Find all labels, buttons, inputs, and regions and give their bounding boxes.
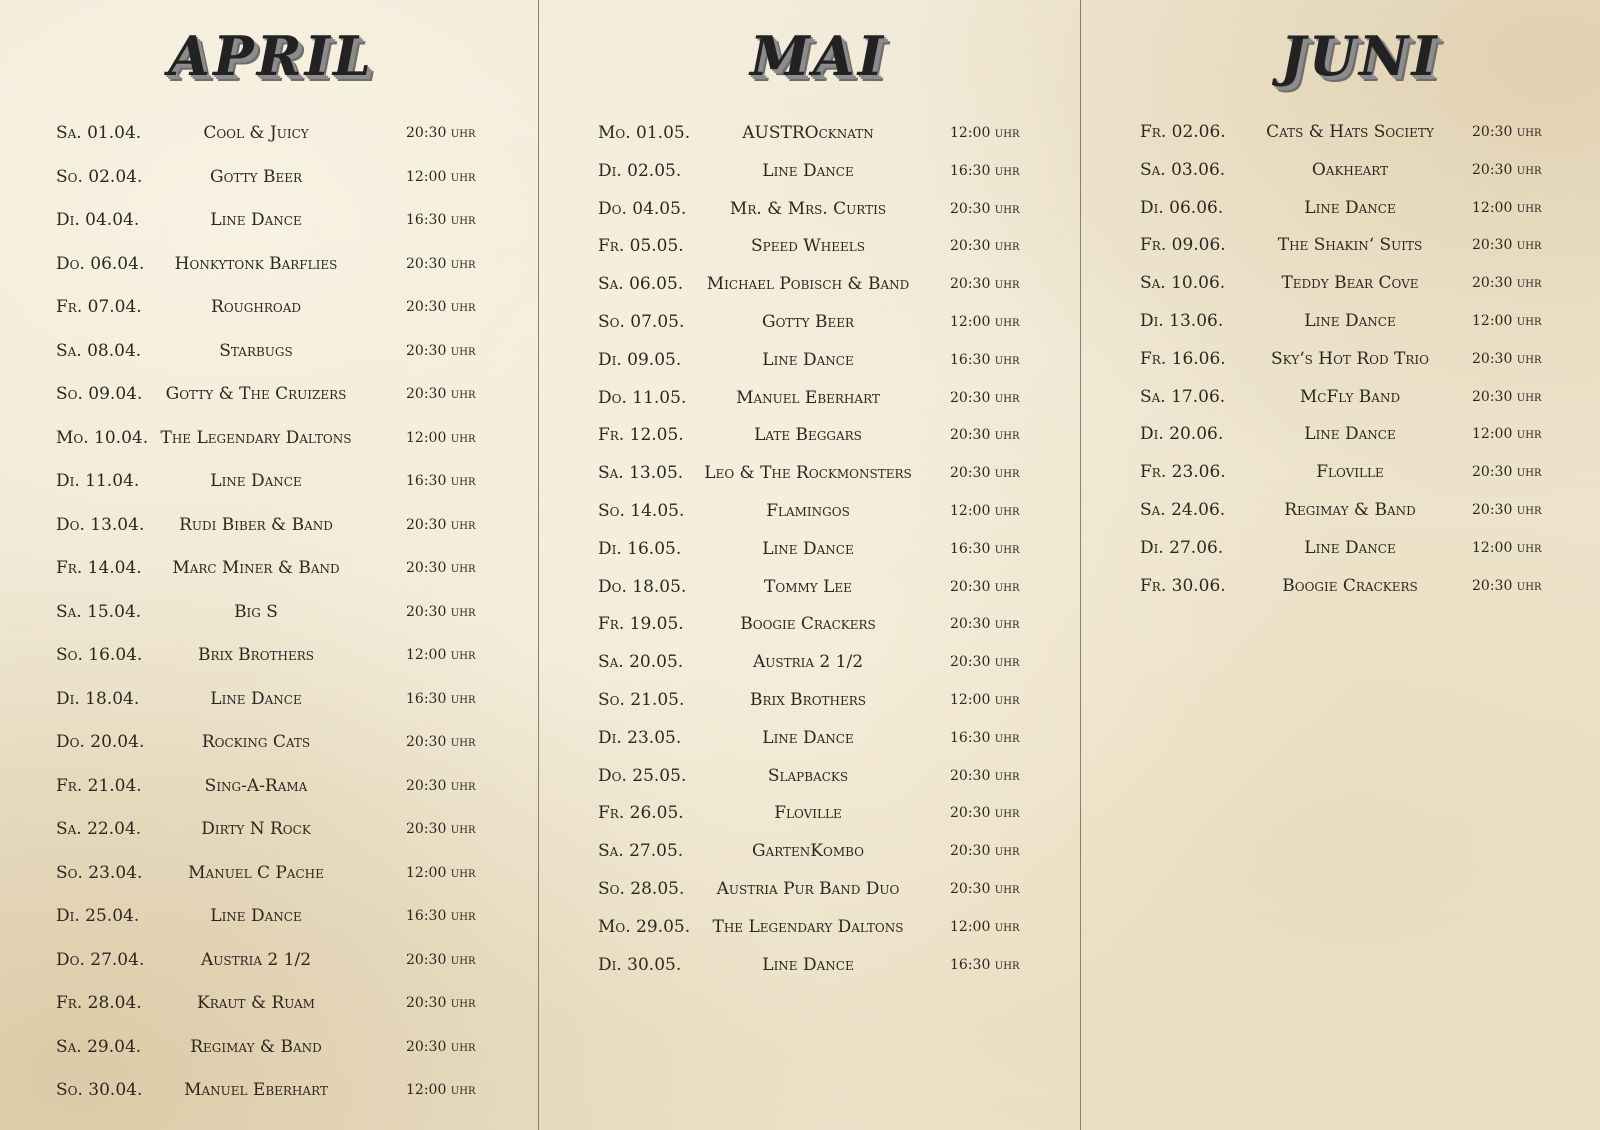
event-act: Floville [774,803,842,824]
event-row [56,167,496,197]
event-row [1140,500,1580,530]
event-date: Do. 04.05. [598,198,687,219]
event-row [598,463,1038,493]
event-act: Cats & Hats Society [1266,122,1434,142]
event-date: Sa. 10.06. [1140,273,1226,294]
event-row [56,384,496,414]
event-date: So. 28.05. [598,879,685,899]
event-time: 12:00 uhr [406,864,476,881]
event-date: Do. 18.05. [598,576,687,597]
event-time: 20:30 uhr [1472,161,1542,178]
month-title: JUNI [1280,24,1440,88]
event-date: Sa. 17.06. [1140,386,1226,407]
event-row [1140,235,1580,265]
event-row [56,210,496,240]
event-row [56,341,496,371]
event-act: Michael Pobisch & Band [706,274,910,295]
event-time: 20:30 uhr [1472,275,1542,292]
event-act: Rocking Cats [201,732,311,752]
event-row [56,428,496,458]
event-time: 12:00 uhr [406,647,476,663]
event-act: Boogie Crackers [740,614,876,635]
event-act: Austria 2 1/2 [200,949,312,970]
event-row [598,955,1038,985]
event-date: Fr. 02.06. [1140,122,1226,142]
event-act: Sky‘s Hot Rod Trio [1271,348,1429,369]
event-time: 20:30 uhr [406,951,476,968]
event-date: Sa. 15.04. [56,601,142,622]
event-date: Fr. 05.05. [598,236,684,257]
event-act: Line Dance [210,471,302,491]
event-row [56,950,496,980]
event-time: 12:00 uhr [1472,539,1542,556]
event-row [598,690,1038,720]
event-date: Sa. 29.04. [56,1036,142,1057]
event-time: 16:30 uhr [406,690,476,707]
month-title: APRIL [168,24,374,88]
event-row [598,652,1038,682]
event-time: 20:30 uhr [950,465,1020,482]
event-row [56,645,496,675]
event-date: Mo. 01.05. [598,123,691,143]
event-time: 20:30 uhr [406,255,476,272]
event-act: Late Beggars [754,425,862,446]
event-row [598,539,1038,569]
event-time: 16:30 uhr [950,956,1020,973]
event-row [56,906,496,936]
event-row [598,312,1038,342]
event-act: Teddy Bear Cove [1281,273,1419,294]
event-time: 20:30 uhr [406,386,476,402]
event-date: Fr. 23.06. [1140,462,1226,483]
event-date: Fr. 28.04. [56,993,142,1013]
event-date: Di. 25.04. [56,906,140,926]
event-time: 20:30 uhr [1472,577,1542,594]
event-row [598,614,1038,644]
event-time: 20:30 uhr [406,603,476,620]
event-time: 20:30 uhr [950,427,1020,444]
event-row [1140,387,1580,417]
event-time: 20:30 uhr [950,389,1020,406]
event-row [56,1037,496,1067]
event-date: Do. 11.05. [598,387,687,408]
event-row [56,689,496,719]
event-act: Oakheart [1311,159,1389,180]
event-time: 20:30 uhr [406,1038,476,1055]
event-row [598,577,1038,607]
event-date: Fr. 26.05. [598,803,684,824]
event-row [598,728,1038,758]
event-act: Line Dance [210,906,302,926]
event-act: Line Dance [210,210,302,230]
event-time: 20:30 uhr [950,238,1020,255]
event-act: Cool & Juicy [203,123,309,143]
event-date: Sa. 03.06. [1140,159,1226,180]
event-time: 12:00 uhr [950,918,1020,935]
event-date: Fr. 21.04. [56,775,142,796]
event-act: Floville [1316,462,1384,483]
event-act: Line Dance [762,160,854,181]
event-date: Do. 25.05. [598,765,687,786]
event-row [1140,198,1580,228]
event-time: 20:30 uhr [950,654,1020,671]
event-act: Sing-A-Rama [204,775,308,796]
event-time: 16:30 uhr [950,162,1020,179]
event-row [598,879,1038,909]
event-date: So. 30.04. [56,1080,143,1100]
column-divider [538,0,539,1130]
event-row [56,602,496,632]
event-act: Rudi Biber & Band [179,514,333,535]
event-time: 20:30 uhr [1472,237,1542,254]
event-date: So. 16.04. [56,645,143,665]
event-act: Line Dance [762,727,854,748]
event-act: Line Dance [762,538,854,559]
event-row [56,993,496,1023]
event-act: The Shakin‘ Suits [1277,235,1423,256]
event-time: 20:30 uhr [950,805,1020,822]
event-time: 12:00 uhr [950,503,1020,519]
event-time: 16:30 uhr [950,729,1020,746]
event-date: Di. 23.05. [598,727,682,748]
event-act: Gotty & The Cruizers [165,384,347,404]
event-row [56,732,496,762]
event-act: Line Dance [1304,537,1396,558]
event-act: Line Dance [1304,197,1396,218]
event-time: 20:30 uhr [1472,464,1542,481]
event-act: Manuel Eberhart [184,1080,328,1100]
event-act: Honkytonk Barflies [174,253,338,274]
event-time: 16:30 uhr [950,351,1020,368]
event-date: Sa. 13.05. [598,463,684,484]
event-row [1140,273,1580,303]
event-act: McFly Band [1299,386,1401,407]
event-act: Tommy Lee [764,576,852,597]
event-date: Di. 04.04. [56,210,140,230]
event-date: Do. 27.04. [56,949,145,970]
event-row [56,776,496,806]
event-act: Line Dance [210,688,302,709]
event-act: Regimay & Band [190,1036,322,1057]
event-date: Di. 30.05. [598,954,682,975]
event-date: Sa. 27.05. [598,841,684,862]
event-date: Fr. 14.04. [56,558,142,578]
event-row [598,425,1038,455]
event-act: Starbugs [219,340,293,361]
event-date: Di. 09.05. [598,349,682,370]
event-date: Do. 13.04. [56,514,145,535]
event-act: Speed Wheels [751,236,865,257]
event-time: 20:30 uhr [950,767,1020,784]
event-time: 12:00 uhr [1472,199,1542,216]
event-date: Sa. 06.05. [598,274,684,295]
event-row [598,501,1038,531]
event-time: 12:00 uhr [950,692,1020,708]
event-row [56,863,496,893]
event-row [1140,160,1580,190]
event-time: 16:30 uhr [950,540,1020,557]
event-act: Roughroad [211,297,301,317]
event-time: 20:30 uhr [1472,350,1542,367]
event-row [598,199,1038,229]
event-date: Sa. 24.06. [1140,500,1226,520]
event-act: Manuel C Pache [188,862,324,883]
event-date: Fr. 09.06. [1140,235,1226,256]
event-act: Austria Pur Band Duo [716,879,900,899]
event-time: 12:00 uhr [406,429,476,446]
event-row [598,236,1038,266]
event-time: 20:30 uhr [1472,124,1542,140]
event-date: So. 14.05. [598,501,685,521]
event-act: Brix Brothers [749,690,867,710]
event-date: Mo. 10.04. [56,427,149,448]
event-row [56,515,496,545]
event-time: 20:30 uhr [406,777,476,794]
event-act: Gotty Beer [209,166,303,187]
event-act: Line Dance [762,954,854,975]
event-act: Dirty N Rock [201,819,311,839]
event-row [1140,576,1580,606]
month-title: MAI [750,24,886,88]
event-date: So. 21.05. [598,690,685,710]
event-row [56,1080,496,1110]
event-date: Fr. 19.05. [598,614,684,635]
event-date: Sa. 20.05. [598,652,684,673]
event-act: Brix Brothers [197,645,315,665]
event-row [598,803,1038,833]
event-date: Di. 06.06. [1140,197,1224,218]
month-column-juni [1140,0,1580,1130]
event-time: 20:30 uhr [950,578,1020,595]
event-time: 12:00 uhr [950,314,1020,330]
event-row [1140,122,1580,152]
event-time: 12:00 uhr [406,1082,476,1098]
event-date: Mo. 29.05. [598,916,691,937]
event-act: Boogie Crackers [1282,575,1418,596]
event-row [56,558,496,588]
event-row [598,766,1038,796]
event-row [56,297,496,327]
event-date: Di. 20.06. [1140,424,1224,445]
event-act: The Legendary Daltons [712,916,904,937]
month-column-april [56,0,496,1130]
event-act: Manuel Eberhart [736,387,880,408]
event-time: 20:30 uhr [406,342,476,359]
event-time: 12:00 uhr [1472,426,1542,443]
event-act: Line Dance [1304,311,1396,331]
event-row [56,471,496,501]
event-time: 20:30 uhr [950,200,1020,217]
event-row [598,161,1038,191]
event-row [1140,538,1580,568]
event-time: 16:30 uhr [406,908,476,924]
event-row [598,274,1038,304]
event-time: 20:30 uhr [1472,388,1542,405]
event-act: Regimay & Band [1284,500,1416,520]
event-row [56,254,496,284]
event-time: 12:00 uhr [1472,313,1542,329]
event-date: Di. 13.06. [1140,311,1224,331]
event-time: 20:30 uhr [406,516,476,533]
event-time: 16:30 uhr [406,212,476,228]
event-act: GartenKombo [751,841,865,862]
event-act: Kraut & Ruam [197,993,315,1013]
event-date: Fr. 12.05. [598,425,684,446]
event-row [1140,462,1580,492]
event-date: So. 07.05. [598,312,685,332]
event-date: So. 02.04. [56,166,143,187]
event-act: Line Dance [1304,424,1396,445]
event-time: 20:30 uhr [406,560,476,576]
event-date: Fr. 07.04. [56,297,142,317]
column-divider [1080,0,1081,1130]
event-row [1140,424,1580,454]
event-row [56,123,496,153]
event-row [598,350,1038,380]
event-act: AUSTROcknatn [742,123,874,143]
event-time: 20:30 uhr [406,995,476,1011]
event-date: Do. 06.04. [56,253,145,274]
event-act: Flamingos [766,501,850,521]
event-time: 20:30 uhr [950,616,1020,633]
event-time: 20:30 uhr [406,125,476,141]
event-row [1140,311,1580,341]
event-act: Slapbacks [767,765,849,786]
event-row [1140,349,1580,379]
event-act: Leo & The Rockmonsters [704,463,912,484]
event-act: Mr. & Mrs. Curtis [729,198,887,219]
event-date: Sa. 01.04. [56,123,142,143]
event-date: Di. 11.04. [56,471,140,491]
event-date: So. 09.04. [56,384,143,404]
event-act: Austria 2 1/2 [752,652,864,673]
event-date: Sa. 08.04. [56,340,142,361]
event-time: 12:00 uhr [406,168,476,185]
event-time: 12:00 uhr [950,125,1020,141]
event-act: Line Dance [762,349,854,370]
event-time: 20:30 uhr [406,299,476,315]
event-time: 20:30 uhr [1472,502,1542,518]
event-date: Di. 02.05. [598,160,682,181]
event-date: Di. 27.06. [1140,537,1224,558]
event-date: Di. 16.05. [598,538,682,559]
event-date: Di. 18.04. [56,688,140,709]
event-act: Big S [234,601,278,622]
event-act: The Legendary Daltons [160,427,352,448]
event-time: 20:30 uhr [406,734,476,750]
event-row [56,819,496,849]
event-time: 20:30 uhr [950,843,1020,860]
event-date: So. 23.04. [56,862,143,883]
event-date: Do. 20.04. [56,732,145,752]
event-time: 20:30 uhr [950,881,1020,897]
event-time: 20:30 uhr [406,821,476,837]
event-time: 20:30 uhr [950,276,1020,293]
event-time: 16:30 uhr [406,473,476,489]
event-row [598,388,1038,418]
event-date: Sa. 22.04. [56,819,142,839]
event-act: Marc Miner & Band [172,558,340,578]
event-row [598,123,1038,153]
event-date: Fr. 30.06. [1140,575,1226,596]
event-row [598,917,1038,947]
month-column-mai [598,0,1038,1130]
event-row [598,841,1038,871]
event-act: Gotty Beer [761,312,855,332]
event-date: Fr. 16.06. [1140,348,1226,369]
